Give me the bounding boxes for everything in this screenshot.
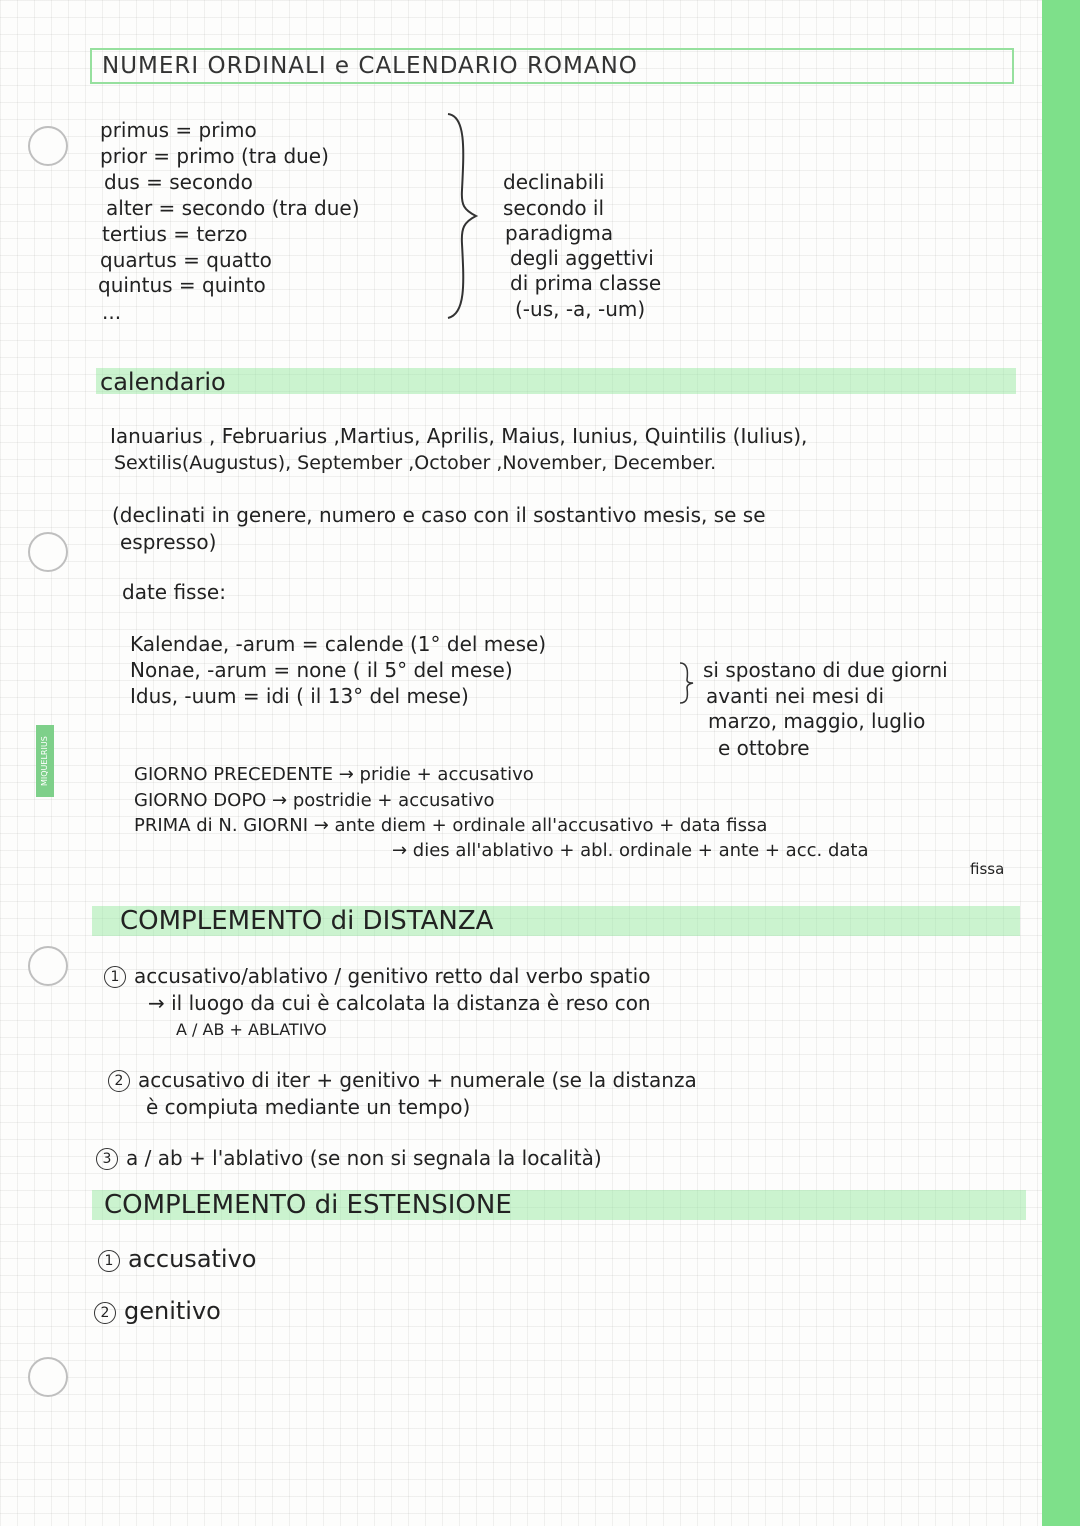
distance-item-1: [104, 964, 650, 988]
ordinal-line: prior = primo (tra due): [100, 144, 329, 168]
declension-note: secondo il: [503, 196, 605, 220]
distance-item-1-line3: A / AB + ABLATIVO: [176, 1020, 327, 1039]
distance-item-2: [108, 1068, 697, 1092]
ordinal-line: dus = secondo: [104, 170, 253, 194]
fixed-date: Nonae, -arum = none ( il 5° del mese): [130, 658, 513, 682]
date-rule: PRIMA di N. GIORNI → ante diem + ordinale all'accusativo + data fissa: [134, 815, 768, 836]
item-text: a / ab + l'ablativo (se non si segnala la località): [126, 1146, 602, 1170]
declension-note: di prima classe: [510, 271, 662, 295]
ordinal-line: ...: [102, 300, 122, 324]
binder-hole: [28, 532, 68, 572]
calendar-note: (declinati in genere, numero e caso con il sostantivo mesis, se se: [112, 503, 766, 527]
number-badge: 2: [108, 1070, 130, 1092]
declension-note: paradigma: [505, 221, 614, 245]
fixed-date: Kalendae, -arum = calende (1° del mese): [130, 632, 547, 656]
item-text: accusativo: [128, 1245, 257, 1273]
fixed-date: Idus, -uum = idi ( il 13° del mese): [130, 684, 469, 708]
date-rule: GIORNO DOPO → postridie + accusativo: [134, 790, 495, 811]
brand-label: MIQUELRIUS: [36, 725, 54, 797]
shift-note: avanti nei mesi di: [706, 684, 885, 708]
number-badge: 1: [104, 966, 126, 988]
ordinal-line: tertius = terzo: [102, 222, 248, 246]
shift-note: si spostano di due giorni: [703, 658, 948, 682]
months-line: Ianuarius , Februarius ,Martius, Aprilis, Maius, Iunius, Quintilis (Iulius),: [110, 424, 808, 448]
item-text: genitivo: [124, 1297, 221, 1325]
declension-note: (-us, -a, -um): [515, 297, 646, 321]
date-rule: GIORNO PRECEDENTE → pridie + accusativo: [134, 764, 534, 785]
months-line: Sextilis(Augustus), September ,October ,November, December.: [114, 452, 717, 474]
date-rule: → dies all'ablativo + abl. ordinale + ante + acc. data: [392, 840, 869, 861]
declension-note: degli aggettivi: [510, 246, 654, 270]
date-rule: fissa: [970, 860, 1005, 878]
ordinal-line: primus = primo: [100, 118, 257, 142]
number-badge: 1: [98, 1250, 120, 1272]
ordinal-line: quartus = quatto: [100, 248, 272, 272]
fixed-dates-heading: date fisse:: [122, 580, 226, 604]
ordinal-line: alter = secondo (tra due): [106, 196, 360, 220]
calendar-heading: calendario: [100, 368, 226, 396]
calendar-note: espresso): [120, 530, 217, 554]
extension-item: [94, 1297, 221, 1325]
binder-hole: [28, 946, 68, 986]
shift-note: marzo, maggio, luglio: [708, 709, 926, 733]
distance-item-1-line2: → il luogo da cui è calcolata la distanza è reso con: [148, 991, 651, 1015]
number-badge: 3: [96, 1148, 118, 1170]
item-text: accusativo/ablativo / genitivo retto dal verbo spatio: [134, 964, 651, 988]
binder-hole: [28, 126, 68, 166]
ordinal-line: quintus = quinto: [98, 273, 266, 297]
distance-item-2-line2: è compiuta mediante un tempo): [146, 1095, 471, 1119]
shift-note: e ottobre: [718, 736, 810, 760]
distance-heading: COMPLEMENTO di DISTANZA: [120, 906, 494, 936]
heading-highlight: [96, 368, 1016, 394]
extension-heading: COMPLEMENTO di ESTENSIONE: [104, 1190, 512, 1220]
brace-icon: [440, 110, 480, 322]
binder-hole: [28, 1357, 68, 1397]
brace-icon: [676, 660, 696, 706]
page-edge-strip: [1042, 0, 1080, 1526]
item-text: accusativo di iter + genitivo + numerale (se la distanza: [138, 1068, 697, 1092]
distance-item-3: [96, 1146, 602, 1170]
number-badge: 2: [94, 1302, 116, 1324]
extension-item: [98, 1245, 256, 1273]
page-title: NUMERI ORDINALI e CALENDARIO ROMANO: [90, 48, 1014, 84]
declension-note: declinabili: [503, 170, 605, 194]
